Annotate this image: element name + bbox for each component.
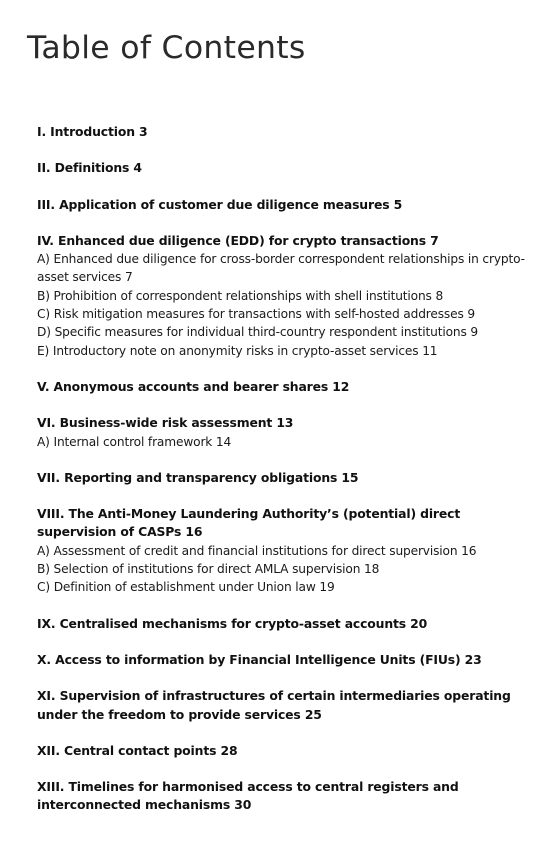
toc-section-9	[37, 615, 527, 633]
toc-subitem: C) Risk mitigation measures for transactions with self-hosted addresses 9	[37, 307, 476, 322]
toc-heading: VI. Business-wide risk assessment 13	[37, 415, 294, 431]
toc-subitem: A) Assessment of credit and financial institutions for direct supervision 16	[37, 543, 477, 558]
toc-heading: I. Introduction 3	[37, 124, 148, 139]
toc-section-2	[37, 159, 527, 177]
toc-section-7	[37, 469, 527, 487]
toc-heading: XII. Central contact points 28	[37, 742, 238, 758]
toc-section-11	[37, 687, 527, 724]
toc-section-1	[37, 123, 527, 141]
toc-section-8	[37, 505, 527, 596]
toc-subitem: E) Introductory note on anonymity risks in crypto-asset services 11	[37, 343, 438, 358]
toc-subitem: B) Prohibition of correspondent relationships with shell institutions 8	[37, 288, 444, 303]
toc-section-6	[37, 414, 527, 451]
toc-section-13	[37, 778, 527, 815]
toc-section-3	[37, 196, 527, 214]
toc-section-4	[37, 232, 527, 360]
toc-heading: V. Anonymous accounts and bearer shares 12	[37, 378, 350, 394]
toc-subitem: B) Selection of institutions for direct AMLA supervision 18	[37, 562, 380, 577]
page-title: Table of Contents	[27, 30, 306, 66]
toc-heading: IV. Enhanced due diligence (EDD) for crypto transactions 7	[37, 232, 439, 248]
toc-heading: VII. Reporting and transparency obligations 15	[37, 469, 359, 485]
toc-section-12	[37, 742, 527, 760]
toc-heading: VIII. The Anti-Money Laundering Authority’s (potential) direct supervision of CASPs 16	[37, 506, 461, 540]
toc-section-10	[37, 651, 527, 669]
toc-subitem: C) Definition of establishment under Union law 19	[37, 580, 335, 595]
toc-subitem: D) Specific measures for individual third-country respondent institutions 9	[37, 325, 478, 340]
toc-heading: IX. Centralised mechanisms for crypto-asset accounts 20	[37, 615, 428, 631]
table-of-contents	[37, 123, 527, 833]
toc-heading: XI. Supervision of infrastructures of certain intermediaries operating under the freedom to provide services 25	[37, 688, 511, 722]
toc-subitem: A) Enhanced due diligence for cross-border correspondent relationships in crypto-asset services 7	[37, 252, 525, 285]
toc-heading: II. Definitions 4	[37, 160, 142, 176]
toc-heading: XIII. Timelines for harmonised access to central registers and interconnected mechanisms 30	[37, 779, 459, 813]
toc-heading: X. Access to information by Financial Intelligence Units (FIUs) 23	[37, 651, 482, 667]
toc-subitem: A) Internal control framework 14	[37, 434, 232, 449]
toc-heading: III. Application of customer due diligence measures 5	[37, 196, 403, 212]
toc-section-5	[37, 378, 527, 396]
